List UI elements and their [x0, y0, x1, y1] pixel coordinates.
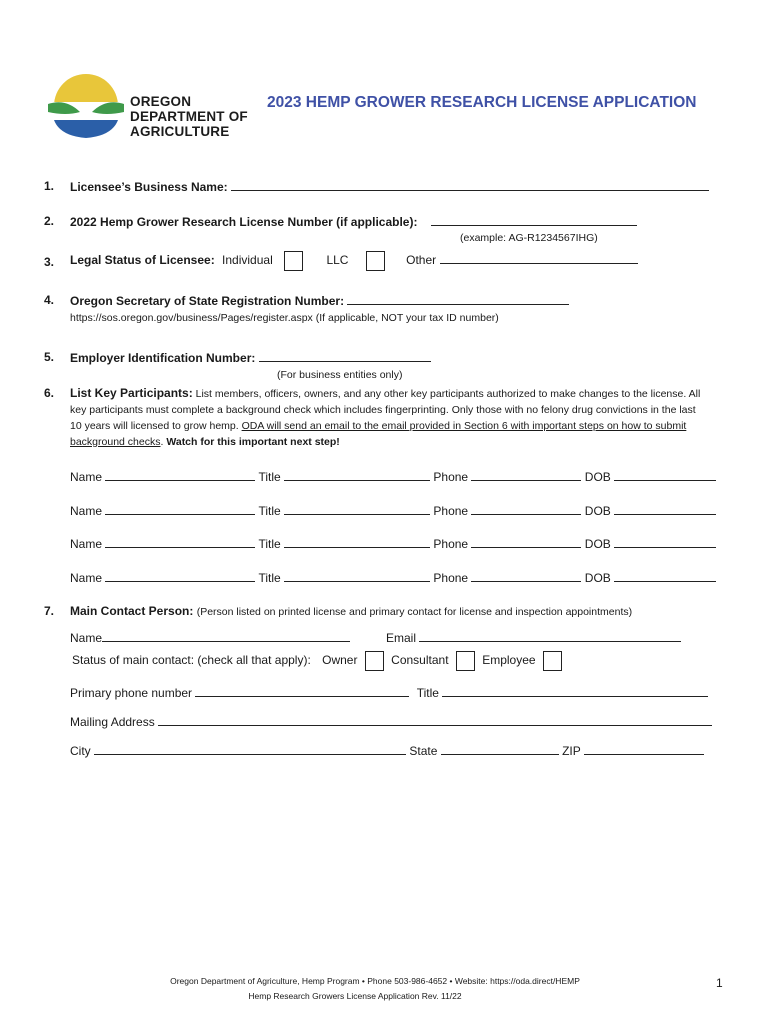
- q5-number: 5.: [44, 350, 55, 364]
- footer-contact: Oregon Department of Agriculture, Hemp Program • Phone 503-986-4652 • Website: https://oda.direct/HEMP: [170, 976, 580, 986]
- license-number-field[interactable]: [431, 214, 637, 226]
- participant-phone-label: Phone: [433, 504, 469, 518]
- llc-checkbox[interactable]: [366, 251, 385, 271]
- llc-label: LLC: [326, 253, 349, 268]
- participant-title-field[interactable]: [284, 570, 430, 582]
- participant-name-field[interactable]: [105, 536, 255, 548]
- participant-phone-field[interactable]: [471, 570, 581, 582]
- contact-phone-field[interactable]: [195, 685, 409, 697]
- oda-logo-icon: [46, 72, 126, 140]
- participant-title-label: Title: [258, 504, 281, 518]
- q2-label: 2022 Hemp Grower Research License Number (if applicable):: [70, 215, 418, 229]
- individual-checkbox[interactable]: [284, 251, 303, 271]
- agency-name: OREGON DEPARTMENT OF AGRICULTURE: [130, 94, 248, 139]
- participant-title-label: Title: [258, 537, 281, 551]
- participant-phone-label: Phone: [433, 470, 469, 484]
- participant-phone-field[interactable]: [471, 503, 581, 515]
- contact-email-label: Email: [386, 631, 417, 645]
- other-status-field[interactable]: [440, 252, 638, 264]
- participant-dob-field[interactable]: [614, 503, 716, 515]
- other-label: Other: [406, 253, 437, 268]
- participant-dob-label: DOB: [584, 504, 611, 518]
- q7-number: 7.: [44, 604, 55, 618]
- q6-paragraph: [70, 385, 710, 450]
- participant-dob-field[interactable]: [614, 469, 716, 481]
- participant-name-field[interactable]: [105, 503, 255, 515]
- q3-row: [70, 251, 638, 271]
- page-number: 1: [716, 976, 723, 990]
- owner-label: Owner: [322, 653, 358, 668]
- q6-label: List Key Participants:: [70, 386, 193, 400]
- q6-link-text: ODA will send an email to the email provided in Section 6 with important steps on how to submit background checks: [70, 420, 687, 448]
- q1-row: [70, 179, 709, 194]
- participant-name-label: Name: [70, 571, 103, 585]
- business-name-field[interactable]: [231, 179, 709, 191]
- contact-phone-label: Primary phone number: [70, 686, 193, 700]
- participant-name-label: Name: [70, 504, 103, 518]
- employee-checkbox[interactable]: [543, 651, 562, 671]
- individual-label: Individual: [222, 253, 273, 268]
- city-state-zip-row: [70, 743, 704, 758]
- zip-field[interactable]: [584, 743, 704, 755]
- participant-title-field[interactable]: [284, 469, 430, 481]
- contact-status-label: Status of main contact: (check all that apply):: [72, 653, 311, 668]
- q3-label: Legal Status of Licensee:: [70, 253, 215, 268]
- q1-label: Licensee’s Business Name:: [70, 180, 228, 194]
- participant-phone-field[interactable]: [471, 469, 581, 481]
- employee-label: Employee: [482, 653, 536, 668]
- state-label: State: [409, 744, 438, 758]
- participant-row: [70, 469, 716, 484]
- contact-status-row: [72, 651, 566, 671]
- participant-dob-label: DOB: [584, 470, 611, 484]
- q2-number: 2.: [44, 214, 55, 228]
- participant-name-field[interactable]: [105, 570, 255, 582]
- q4-label: Oregon Secretary of State Registration Number:: [70, 294, 345, 308]
- q7-label: Main Contact Person:: [70, 604, 194, 618]
- participant-row: [70, 536, 716, 551]
- q6-callout: Watch for this important next step!: [166, 436, 340, 448]
- q2-row: [70, 214, 637, 229]
- participant-title-label: Title: [258, 470, 281, 484]
- mailing-address-row: [70, 714, 712, 729]
- participant-title-field[interactable]: [284, 536, 430, 548]
- participant-name-label: Name: [70, 470, 103, 484]
- participant-phone-field[interactable]: [471, 536, 581, 548]
- page-title: 2023 HEMP GROWER RESEARCH LICENSE APPLICATION: [267, 94, 697, 111]
- footer-revision: Hemp Research Growers License Application Rev. 11/22: [248, 991, 462, 1001]
- sos-url: https://sos.oregon.gov/business/Pages/register.aspx: [70, 312, 313, 324]
- mailing-address-label: Mailing Address: [70, 715, 155, 729]
- contact-email-field[interactable]: [419, 630, 681, 642]
- participant-title-label: Title: [258, 571, 281, 585]
- q2-example: (example: AG-R1234567IHG): [460, 232, 598, 244]
- participant-dob-label: DOB: [584, 537, 611, 551]
- q5-label: Employer Identification Number:: [70, 351, 256, 365]
- consultant-label: Consultant: [391, 653, 449, 668]
- participant-title-field[interactable]: [284, 503, 430, 515]
- city-label: City: [70, 744, 91, 758]
- participant-dob-field[interactable]: [614, 570, 716, 582]
- participant-name-label: Name: [70, 537, 103, 551]
- contact-email-row: [386, 630, 681, 645]
- q6-text-sep: .: [160, 436, 167, 448]
- participant-name-field[interactable]: [105, 469, 255, 481]
- q6-number: 6.: [44, 386, 55, 400]
- contact-phone-row: [70, 685, 708, 700]
- state-field[interactable]: [441, 743, 559, 755]
- zip-label: ZIP: [562, 744, 581, 758]
- participant-phone-label: Phone: [433, 571, 469, 585]
- owner-checkbox[interactable]: [365, 651, 384, 671]
- city-field[interactable]: [94, 743, 406, 755]
- q4-row: [70, 293, 569, 308]
- q7-note: (Person listed on printed license and primary contact for license and inspection appointments): [196, 606, 633, 618]
- sos-registration-field[interactable]: [347, 293, 569, 305]
- ein-field[interactable]: [259, 350, 431, 362]
- participant-row: [70, 503, 716, 518]
- q5-note: (For business entities only): [277, 369, 403, 381]
- q4-number: 4.: [44, 293, 55, 307]
- contact-name-row: [70, 630, 350, 645]
- contact-title-field[interactable]: [442, 685, 708, 697]
- q3-number: 3.: [44, 255, 55, 269]
- participant-dob-label: DOB: [584, 571, 611, 585]
- q4-note-row: [70, 312, 499, 324]
- mailing-address-field[interactable]: [158, 714, 712, 726]
- q1-number: 1.: [44, 179, 55, 193]
- q4-note: (If applicable, NOT your tax ID number): [315, 312, 499, 324]
- q7-row: [70, 604, 632, 618]
- participant-phone-label: Phone: [433, 537, 469, 551]
- contact-name-field[interactable]: [102, 630, 350, 642]
- participant-row: [70, 570, 716, 585]
- contact-title-label: Title: [416, 686, 439, 700]
- q6-text: List members, officers, owners, and any other key participants authorized to make changes to the license. All key participants must complete a background check which includes fingerprinting. Only those with no felony drug convictions in the last 10 years will licensed to grow hemp.: [70, 388, 701, 432]
- q5-row: [70, 350, 431, 365]
- consultant-checkbox[interactable]: [456, 651, 475, 671]
- contact-name-label: Name: [70, 631, 103, 645]
- participant-dob-field[interactable]: [614, 536, 716, 548]
